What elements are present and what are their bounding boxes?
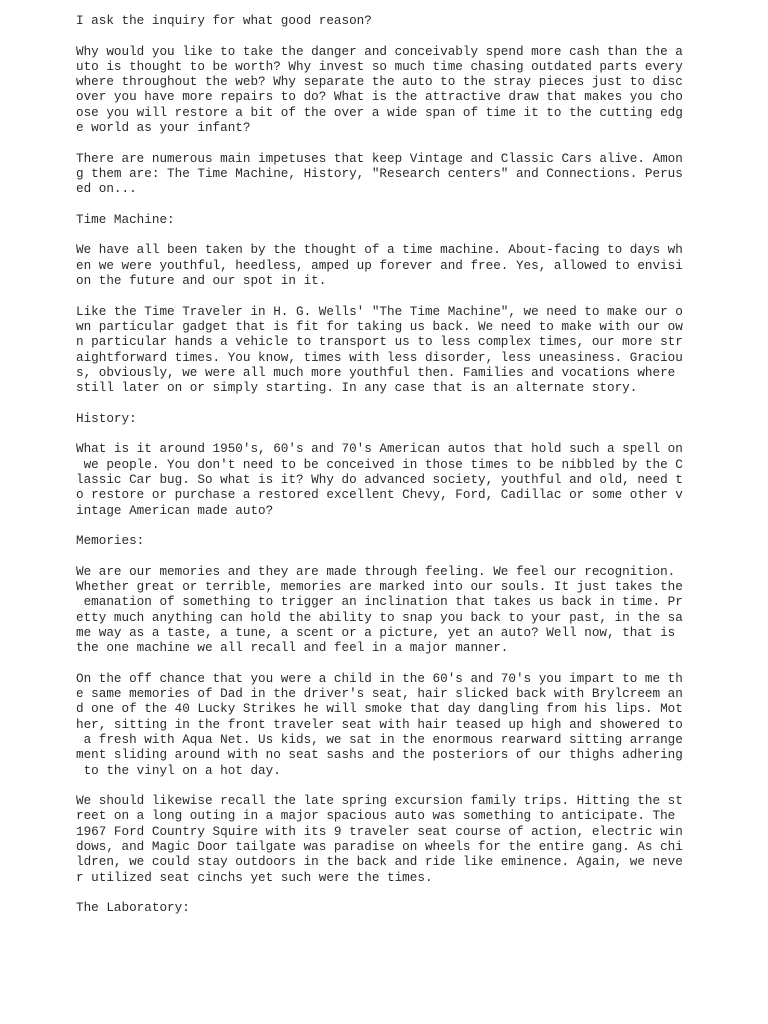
text-line: ed on... [76, 181, 137, 197]
text-line: dows, and Magic Door tailgate was paradise on wheels for the entire gang. As chi [76, 839, 683, 855]
text-line: en we were youthful, heedless, amped up forever and free. Yes, allowed to envisi [76, 257, 683, 273]
document-body [76, 13, 696, 931]
text-line: Like the Time Traveler in H. G. Wells' "The Time Machine", we need to make our o [76, 303, 683, 319]
text-line: uto is thought to be worth? Why invest so much time chasing outdated parts every [76, 58, 683, 74]
text-line: What is it around 1950's, 60's and 70's American autos that hold such a spell on [76, 441, 683, 457]
text-line: her, sitting in the front traveler seat with hair teased up high and showered to [76, 716, 683, 732]
paragraph [76, 44, 696, 136]
text-line: We have all been taken by the thought of a time machine. About-facing to days wh [76, 242, 683, 258]
text-line: over you have more repairs to do? What is the attractive draw that makes you cho [76, 89, 683, 105]
section-heading [76, 411, 696, 426]
text-line: Whether great or terrible, memories are marked into our souls. It just takes the [76, 578, 683, 594]
text-line: the one machine we all recall and feel in a major manner. [76, 640, 509, 656]
text-line: The Laboratory: [76, 900, 190, 916]
text-line: a fresh with Aqua Net. Us kids, we sat in the enormous rearward sitting arrange [76, 731, 683, 747]
text-line: me way as a taste, a tune, a scent or a picture, yet an auto? Well now, that is [76, 624, 676, 640]
section-heading [76, 533, 696, 548]
text-line: d one of the 40 Lucky Strikes he will smoke that day dangling from his lips. Mot [76, 701, 683, 717]
text-line: g them are: The Time Machine, History, "Research centers" and Connections. Perus [76, 165, 683, 181]
paragraph [76, 564, 696, 656]
text-line: Memories: [76, 533, 145, 549]
text-line: to the vinyl on a hot day. [76, 762, 281, 778]
text-line: wn particular gadget that is fit for taking us back. We need to make with our ow [76, 318, 683, 334]
text-line: s, obviously, we were all much more youthful then. Families and vocations where [76, 364, 676, 380]
text-line: etty much anything can hold the ability to snap you back to your past, in the sa [76, 609, 683, 625]
text-line: ment sliding around with no seat sashs and the posteriors of our thighs adhering [76, 747, 683, 763]
text-line: e world as your infant? [76, 120, 251, 136]
text-line: reet on a long outing in a major spacious auto was something to anticipate. The [76, 808, 676, 824]
text-line: lassic Car bug. So what is it? Why do advanced society, youthful and old, need t [76, 471, 683, 487]
text-line: aightforward times. You know, times with less disorder, less uneasiness. Graciou [76, 349, 683, 365]
text-line: intage American made auto? [76, 502, 274, 518]
text-line: n particular hands a vehicle to transport us to less complex times, our more str [76, 334, 683, 350]
text-line: still later on or simply starting. In any case that is an alternate story. [76, 380, 638, 396]
text-line: Why would you like to take the danger and conceivably spend more cash than the a [76, 43, 683, 59]
text-line: ose you will restore a bit of the over a wide span of time it to the cutting edg [76, 104, 683, 120]
text-line: On the off chance that you were a child in the 60's and 70's you impart to me th [76, 670, 683, 686]
text-line: emanation of something to trigger an inclination that takes us back in time. Pr [76, 594, 683, 610]
text-line: History: [76, 410, 137, 426]
paragraph [76, 13, 696, 28]
text-line: There are numerous main impetuses that keep Vintage and Classic Cars alive. Amon [76, 150, 683, 166]
text-line: we people. You don't need to be conceived in those times to be nibbled by the C [76, 456, 683, 472]
paragraph [76, 151, 696, 197]
text-line: e same memories of Dad in the driver's seat, hair slicked back with Brylcreem an [76, 686, 683, 702]
text-line: 1967 Ford Country Squire with its 9 traveler seat course of action, electric win [76, 823, 683, 839]
section-heading [76, 212, 696, 227]
paragraph [76, 441, 696, 517]
text-line: where throughout the web? Why separate the auto to the stray pieces just to disc [76, 74, 683, 90]
text-line: on the future and our spot in it. [76, 273, 327, 289]
text-line: o restore or purchase a restored excellent Chevy, Ford, Cadillac or some other v [76, 487, 683, 503]
text-line: Time Machine: [76, 211, 175, 227]
paragraph [76, 671, 696, 778]
text-line: I ask the inquiry for what good reason? [76, 13, 372, 28]
text-line: We should likewise recall the late spring excursion family trips. Hitting the st [76, 793, 683, 809]
paragraph [76, 793, 696, 885]
paragraph [76, 304, 696, 396]
text-line: r utilized seat cinchs yet such were the times. [76, 869, 433, 885]
text-line: We are our memories and they are made through feeling. We feel our recognition. [76, 563, 676, 579]
section-heading [76, 900, 696, 915]
paragraph [76, 242, 696, 288]
text-line: ldren, we could stay outdoors in the back and ride like eminence. Again, we neve [76, 854, 683, 870]
